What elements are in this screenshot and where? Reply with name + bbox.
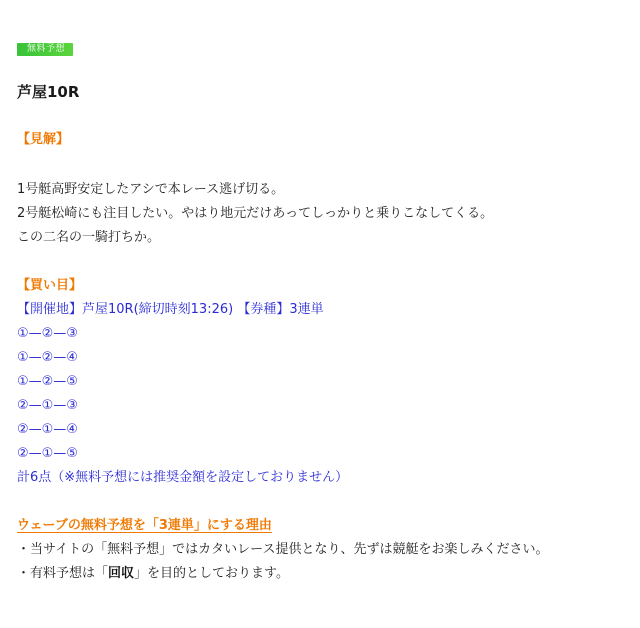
reason-line-2-emphasis: 回収	[108, 566, 135, 581]
reason-heading: ウェーブの無料予想を「3連単」にする理由	[17, 518, 272, 533]
reason-line-1: ・当サイトの「無料予想」ではカタいレース提供となり、先ずは競艇をお楽しみください。	[17, 542, 549, 557]
pick-combo: ①—②—④	[17, 350, 78, 365]
page-title: 芦屋10R	[17, 83, 80, 101]
view-line-3: この二名の一騎打ちか。	[17, 230, 161, 245]
picks-heading: 【買い目】	[17, 278, 83, 293]
reason-line-2-suffix: 」を目的としております。	[134, 566, 289, 581]
pick-combo: ①—②—③	[17, 326, 78, 341]
picks-total: 計6点（※無料予想には推奨金額を設定しておりません）	[17, 470, 349, 485]
reason-line-2	[17, 565, 289, 583]
picks-info: 【開催地】芦屋10R(締切時刻13:26) 【券種】3連単	[17, 302, 324, 317]
pick-combo: ②—①—⑤	[17, 446, 78, 461]
view-line-2: 2号艇松崎にも注目したい。やはり地元だけあってしっかりと乗りこなしてくる。	[17, 206, 494, 221]
pick-combo: ②—①—③	[17, 398, 78, 413]
reason-line-2-prefix: ・有料予想は「	[17, 566, 109, 581]
view-heading: 【見解】	[17, 132, 70, 147]
pick-combo: ①—②—⑤	[17, 374, 78, 389]
view-line-1: 1号艇高野安定したアシで本レース逃げ切る。	[17, 182, 285, 197]
pick-combo: ②—①—④	[17, 422, 78, 437]
free-prediction-badge: 無料予想	[17, 43, 73, 56]
